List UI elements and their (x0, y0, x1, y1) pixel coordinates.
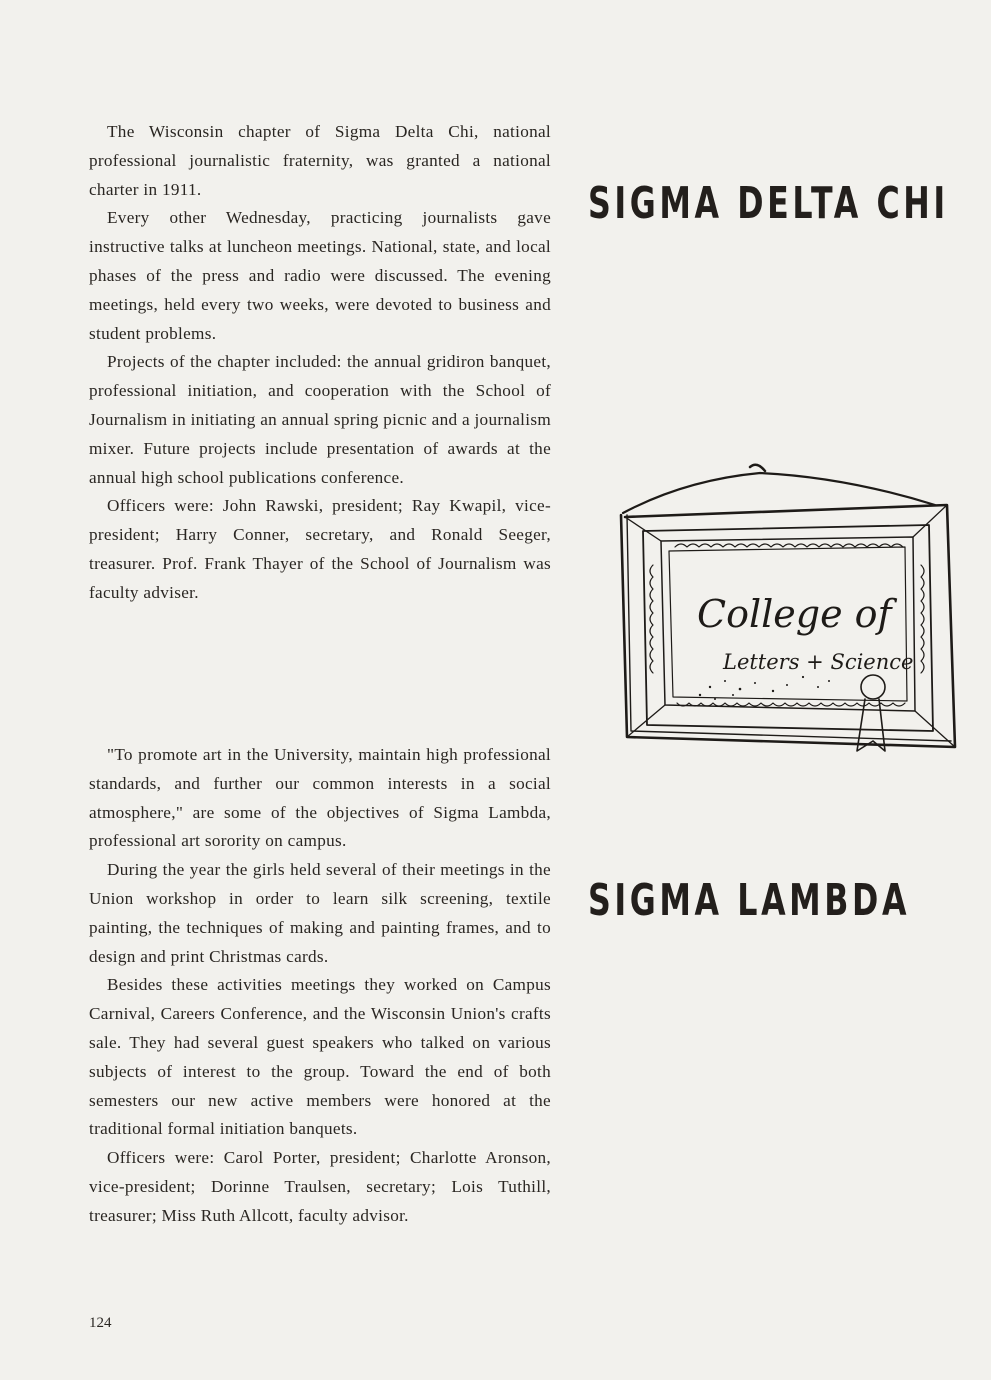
sigma-delta-chi-article (89, 118, 551, 608)
paragraph: "To promote art in the University, maintain high professional standards, and further our common interests in a social atmosphere," are some of the objectives of Sigma Lambda, professional art sorority on campus. (89, 745, 551, 851)
page-number: 124 (89, 1315, 112, 1331)
sigma-delta-chi-heading: SIGMA DELTA CHI (588, 178, 949, 229)
sigma-lambda-article (89, 741, 551, 1231)
paragraph: During the year the girls held several of their meetings in the Union workshop in order to learn silk screening, textile painting, the techniques of making and painting frames, and to design and print Christmas cards. (89, 860, 551, 966)
college-of-letters-and-science-sketch (615, 455, 960, 760)
paragraph: Every other Wednesday, practicing journalists gave instructive talks at luncheon meetings. National, state, and local phases of the press and radio were discussed. The evening meetings, held every two weeks, were devoted to business and student problems. (89, 208, 551, 343)
paragraph: Besides these activities meetings they worked on Campus Carnival, Careers Conference, and the Wisconsin Union's crafts sale. They had several guest speakers who talked on various subjects of interest to the group. Toward the end of both semesters our new active members were honored at the traditional formal initiation banquets. (89, 975, 551, 1139)
paragraph: The Wisconsin chapter of Sigma Delta Chi, national professional journalistic fraternity, was granted a national charter in 1911. (89, 122, 551, 199)
paragraph: Projects of the chapter included: the annual gridiron banquet, professional initiation, and cooperation with the School of Journalism in initiating an annual spring picnic and a journalism mixer. Future projects include presentation of awards at the annual high school publications conference. (89, 352, 551, 487)
paragraph: Officers were: Carol Porter, president; Charlotte Aronson, vice-president; Dorinne Traulsen, secretary; Lois Tuthill, treasurer; Miss Ruth Allcott, faculty advisor. (89, 1148, 551, 1225)
sigma-lambda-heading: SIGMA LAMBDA (588, 875, 911, 926)
paragraph: Officers were: John Rawski, president; Ray Kwapil, vice-president; Harry Conner, secretary, and Ronald Seeger, treasurer. Prof. Frank Thayer of the School of Journalism was faculty adviser. (89, 496, 551, 602)
illustration-line1: College of (697, 592, 892, 636)
illustration-line2: Letters + Science (723, 650, 914, 674)
